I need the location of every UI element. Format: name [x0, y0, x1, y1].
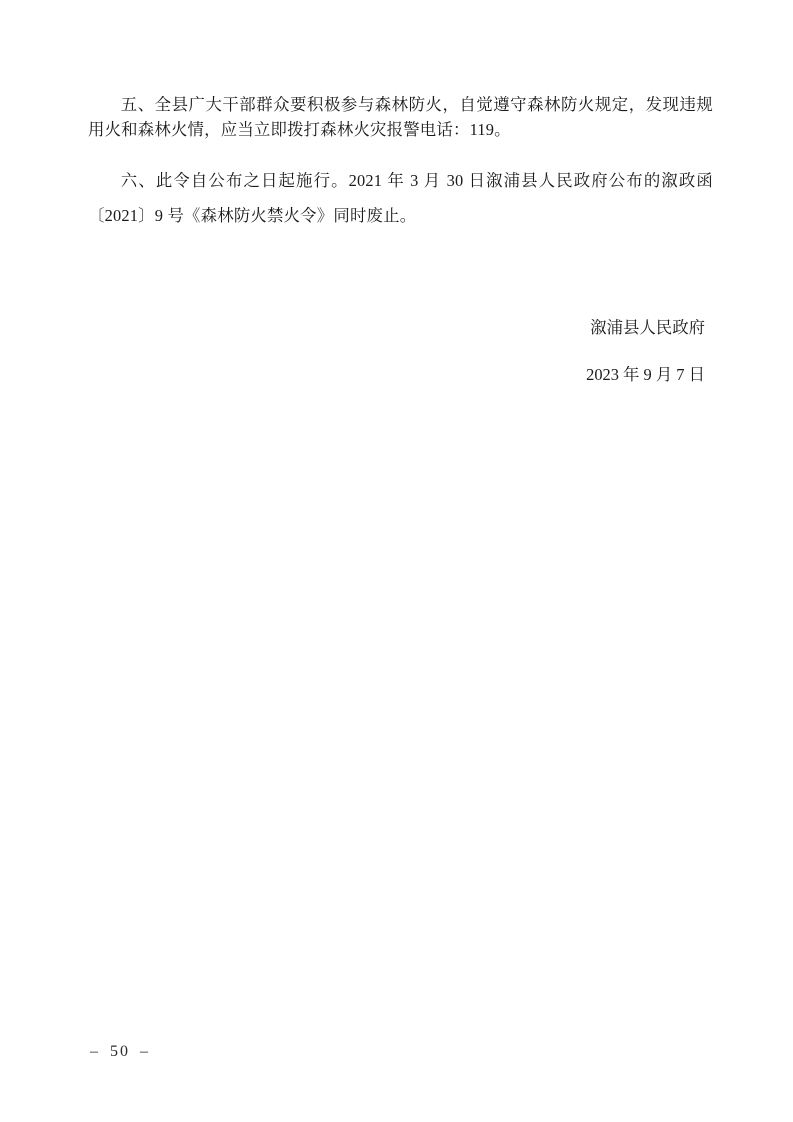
- page-number: – 50 –: [90, 1043, 150, 1060]
- paragraph-item-six: 六、此令自公布之日起施行。2021 年 3 月 30 日溆浦县人民政府公布的溆政函〔2021〕9 号《森林防火禁火令》同时废止。: [88, 171, 713, 225]
- signature-issuer: 溆浦县人民政府: [590, 318, 705, 337]
- paragraph-item-five: 五、全县广大干部群众要积极参与森林防火，自觉遵守森林防火规定，发现违规用火和森林火情，应当立即拨打森林火灾报警电话：119。: [88, 95, 713, 139]
- signature-date: 2023 年 9 月 7 日: [586, 365, 705, 384]
